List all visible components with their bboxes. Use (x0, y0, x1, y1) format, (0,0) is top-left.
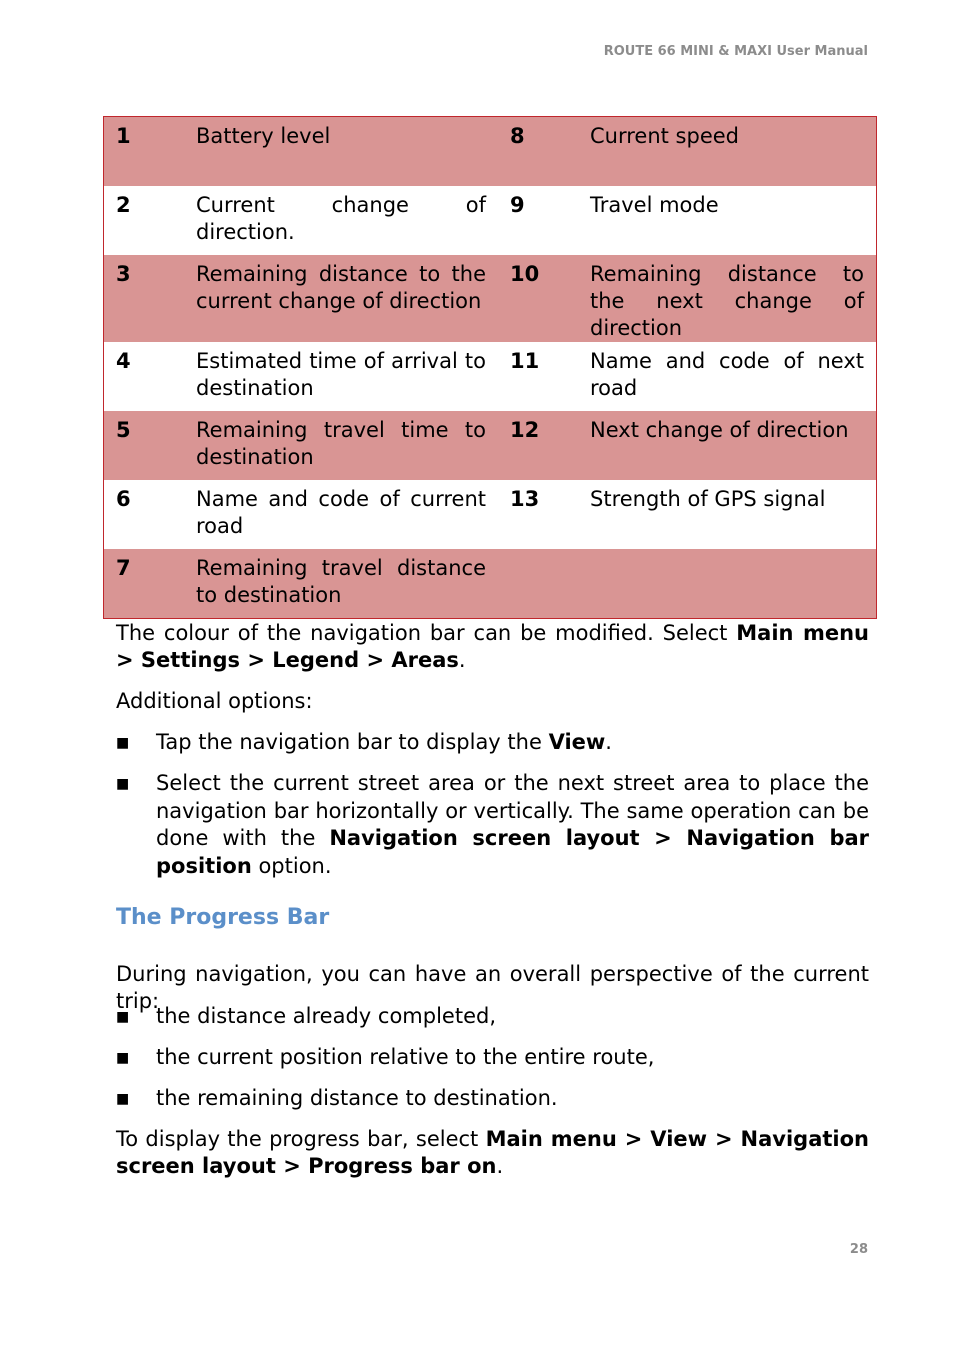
paragraph-progress-bar-instructions: To display the progress bar, select Main menu > View > Navigation screen layout > Progress bar on. (116, 1127, 869, 1178)
list-item: Tap the navigation bar to display the View. (156, 730, 612, 754)
list-item: the remaining distance to destination. (156, 1086, 558, 1110)
bullet-square-icon: ■ (116, 1009, 130, 1025)
item-description: Remaining distance to the current change of direction (196, 255, 510, 342)
menu-path: Main menu > View > Navigation screen layout > Progress bar on (116, 1127, 869, 1178)
list-item: the current position relative to the entire route, (156, 1045, 655, 1069)
table-row (104, 411, 877, 480)
item-description: Battery level (196, 117, 510, 187)
table-row (104, 117, 877, 187)
item-number: 10 (510, 255, 590, 342)
item-description: Next change of direction (590, 411, 877, 480)
item-number: 12 (510, 411, 590, 480)
table-row (104, 480, 877, 549)
bullet-square-icon: ■ (116, 776, 130, 792)
item-description: Estimated time of arrival to destination (196, 349, 486, 400)
paragraph-additional-options: Additional options: (116, 689, 313, 713)
item-number: 5 (104, 411, 197, 480)
item-description: Current change of direction. (196, 193, 486, 244)
item-number: 7 (104, 549, 197, 619)
page-number: 28 (849, 1242, 868, 1257)
item-number: 4 (116, 349, 131, 373)
item-description: Strength of GPS signal (590, 487, 826, 511)
running-header: ROUTE 66 MINI & MAXI User Manual (603, 44, 868, 59)
item-number (510, 549, 590, 619)
item-number: 6 (116, 487, 131, 511)
item-number: 11 (510, 349, 540, 373)
table-row (104, 186, 877, 255)
table-row (104, 549, 877, 619)
navigation-bar-legend-table (103, 116, 877, 619)
bullet-square-icon: ■ (116, 735, 130, 751)
section-heading: The Progress Bar (116, 905, 330, 930)
item-description: Remaining distance to the next change of direction (590, 255, 877, 342)
item-number: 13 (510, 487, 540, 511)
bullet-square-icon: ■ (116, 1050, 130, 1066)
item-number: 9 (510, 193, 525, 217)
paragraph-colour-settings: The colour of the navigation bar can be modified. Select Main menu > Settings > Legend > Areas. (116, 621, 869, 672)
item-description: Name and code of current road (196, 487, 486, 538)
table-row (104, 342, 877, 411)
item-description: Travel mode (590, 193, 719, 217)
list-item: the distance already completed, (156, 1004, 496, 1028)
paragraph-progress-intro: During navigation, you can have an overall perspective of the current trip: (116, 962, 869, 1013)
item-number: 1 (104, 117, 197, 187)
item-description (590, 549, 877, 619)
table-row (104, 255, 877, 342)
item-description: Name and code of next road (590, 349, 864, 400)
item-number: 2 (116, 193, 131, 217)
item-description: Remaining travel time to destination (196, 411, 510, 480)
item-description: Current speed (590, 117, 877, 187)
list-item: Select the current street area or the next street area to place the navigation bar horizontally or vertically. The same operation can be done with the Navigation screen layout > Navigation bar position option. (156, 771, 869, 878)
menu-path: Main menu > Settings > Legend > Areas (116, 621, 869, 672)
item-number: 8 (510, 117, 590, 187)
item-description: Remaining travel distance to destination (196, 549, 510, 619)
bullet-square-icon: ■ (116, 1091, 130, 1107)
item-number: 3 (104, 255, 197, 342)
